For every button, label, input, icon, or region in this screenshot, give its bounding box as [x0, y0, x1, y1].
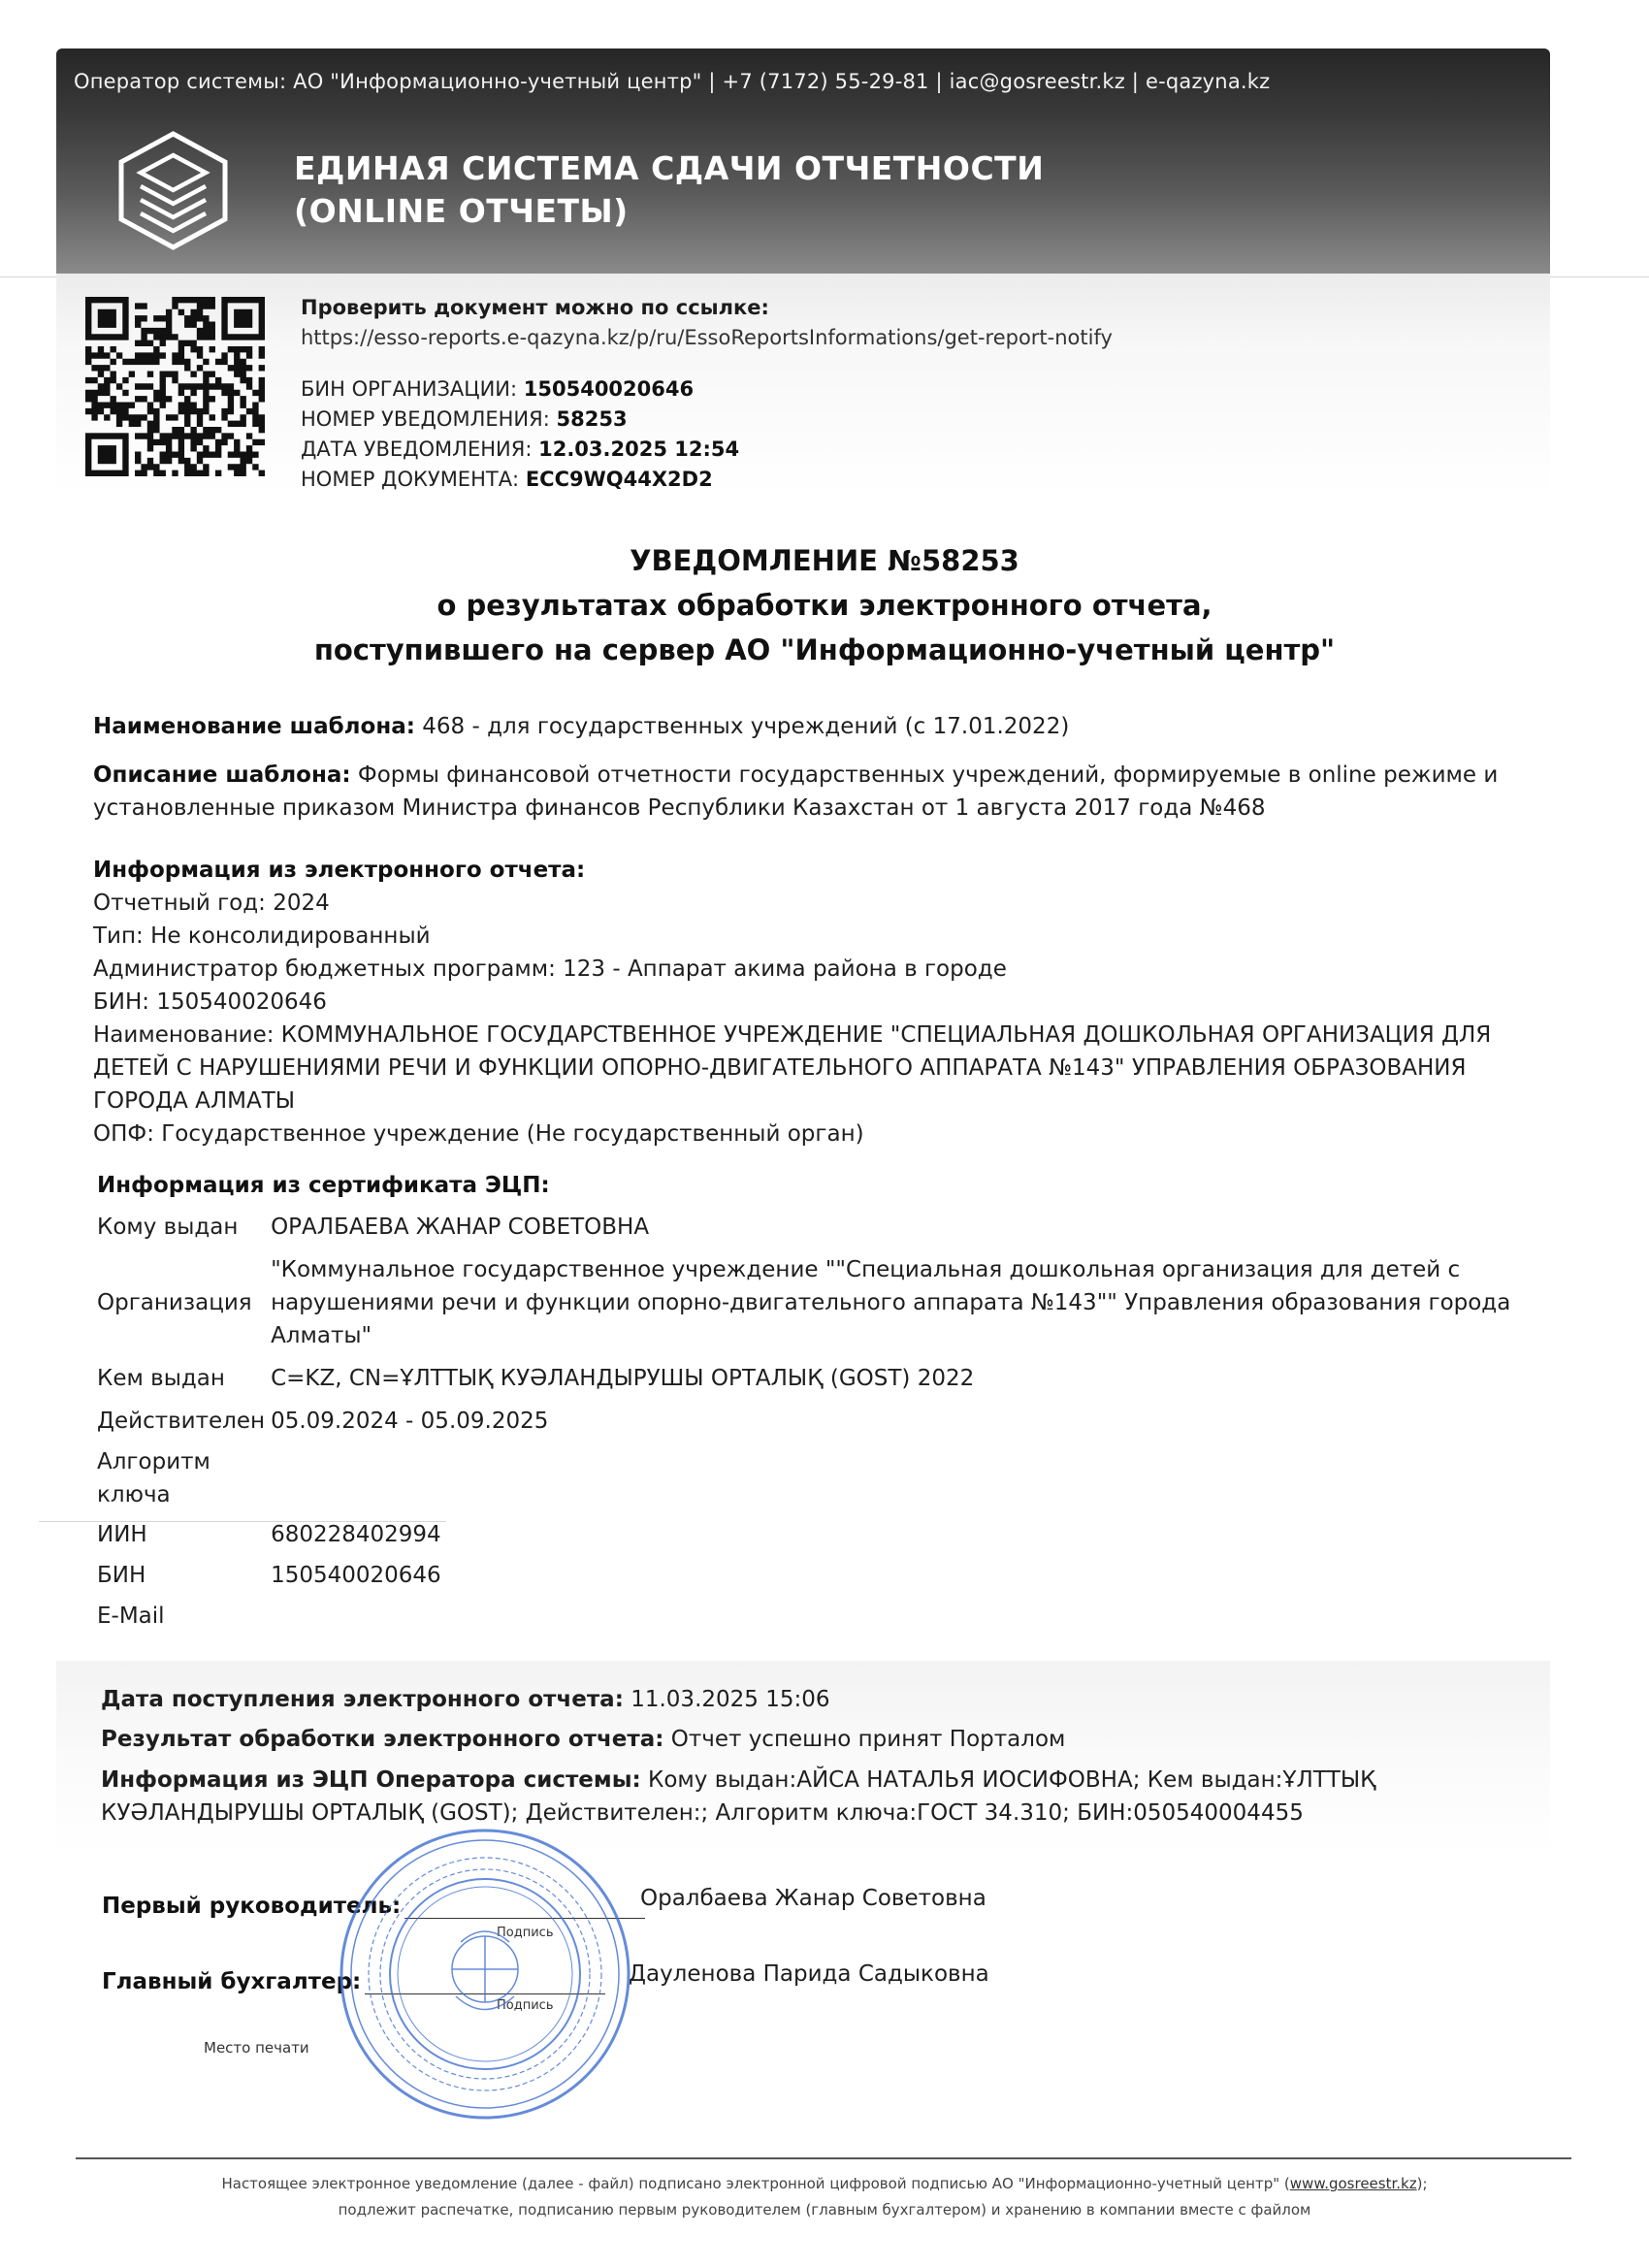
footer-link[interactable]: www.gosreestr.kz — [1289, 2175, 1417, 2192]
title-line1: УВЕДОМЛЕНИЕ №58253 — [630, 544, 1019, 577]
cert-key: Кем выдан — [97, 1366, 225, 1391]
cert-row — [97, 1400, 1551, 1442]
template-name-label: Наименование шаблона: — [93, 714, 415, 739]
report-name-line2: ДЕТЕЙ С НАРУШЕНИЯМИ РЕЧИ И ФУНКЦИИ ОПОРНО-ДВИГАТЕЛЬНОГО АППАРАТА №143" УПРАВЛЕНИЯ ОБРАЗОВАНИЯ — [93, 1055, 1467, 1081]
notification-title — [0, 538, 1649, 672]
layers-icon — [113, 130, 234, 251]
cert-value — [271, 1596, 1551, 1636]
operator-cert-line1: Кому выдан:АЙСА НАТАЛЬЯ ИОСИФОВНА; Кем выдан:ҰЛТТЫҚ — [648, 1767, 1376, 1793]
cert-row — [97, 1514, 1551, 1555]
accountant-label: Главный бухгалтер: — [102, 1969, 362, 1994]
report-info — [93, 854, 1568, 1150]
cert-value: 05.09.2024 - 05.09.2025 — [271, 1409, 549, 1434]
cert-key: Действителен — [97, 1409, 266, 1434]
cert-value: 680228402994 — [271, 1522, 441, 1547]
verify-link[interactable]: https://esso-reports.e-qazyna.kz/p/ru/EssoReportsInformations/get-report-notify — [301, 326, 1113, 349]
verification-block — [56, 274, 1550, 497]
report-bin: БИН: 150540020646 — [93, 989, 327, 1015]
notify-date-label: ДАТА УВЕДОМЛЕНИЯ: — [301, 437, 533, 461]
head-label: Первый руководитель: — [102, 1894, 402, 1919]
accountant-signature-caption: Подпись — [497, 1998, 554, 2013]
cert-algo-label-line2: ключа — [97, 1482, 171, 1507]
head-name: Оралбаева Жанар Советовна — [640, 1886, 986, 1911]
cert-row — [97, 1442, 1551, 1514]
result-row — [101, 1720, 1488, 1760]
notification-details — [301, 374, 1113, 495]
title-line2: о результатах обработки электронного отчета, — [436, 589, 1212, 622]
report-name-line1: Наименование: КОММУНАЛЬНОЕ ГОСУДАРСТВЕННОЕ УЧРЕЖДЕНИЕ "СПЕЦИАЛЬНАЯ ДОШКОЛЬНАЯ ОРГАНИЗАЦИЯ ДЛЯ — [93, 1022, 1492, 1048]
cert-value: ОРАЛБАЕВА ЖАНАР СОВЕТОВНА — [271, 1215, 650, 1240]
certificate-table — [97, 1206, 1551, 1636]
result-value: Отчет успешно принят Порталом — [670, 1727, 1066, 1752]
org-bin-value: 150540020646 — [523, 377, 695, 401]
template-name-value: 468 - для государственных учреждений (с 17.01.2022) — [422, 714, 1070, 739]
verify-label: Проверить документ можно по ссылке: — [301, 296, 769, 319]
doc-number-label: НОМЕР ДОКУМЕНТА: — [301, 468, 520, 491]
cert-key: БИН — [97, 1563, 146, 1588]
cert-row — [97, 1555, 1551, 1596]
cert-key: Кому выдан — [97, 1215, 239, 1240]
system-title — [294, 147, 1044, 233]
received-date-row — [101, 1680, 1488, 1720]
received-date-label: Дата поступления электронного отчета: — [101, 1687, 624, 1712]
report-type: Тип: Не консолидированный — [93, 923, 431, 949]
cert-org-line2: нарушениями речи и функции опорно-двигательного аппарата №143"" Управления образования города — [271, 1290, 1511, 1315]
qr-code-icon — [85, 297, 265, 476]
system-title-line1: ЕДИНАЯ СИСТЕМА СДАЧИ ОТЧЕТНОСТИ — [294, 149, 1045, 187]
system-title-line2: (ONLINE ОТЧЕТЫ) — [294, 192, 629, 230]
cert-key: ИИН — [97, 1522, 147, 1547]
cert-row — [97, 1596, 1551, 1636]
accountant-name: Дауленова Парида Садыковна — [629, 1961, 989, 1987]
cert-info-heading — [97, 1169, 1571, 1202]
processing-results — [56, 1661, 1550, 1855]
official-seal-icon — [335, 1824, 635, 2124]
operator-cert-row — [101, 1764, 1488, 1830]
cert-value — [271, 1442, 1551, 1514]
cert-key: E-Mail — [97, 1604, 165, 1629]
notify-number-row — [301, 405, 1113, 435]
cert-value — [271, 1248, 1551, 1357]
notify-date-value: 12.03.2025 12:54 — [538, 437, 740, 461]
cert-org-line3: Алматы" — [271, 1323, 372, 1348]
notify-number-value: 58253 — [556, 407, 628, 431]
report-name-line3: ГОРОДА АЛМАТЫ — [93, 1088, 296, 1114]
template-desc-label: Описание шаблона: — [93, 762, 351, 788]
cert-heading: Информация из сертификата ЭЦП: — [97, 1173, 550, 1198]
result-label: Результат обработки электронного отчета: — [101, 1727, 664, 1752]
report-admin: Администратор бюджетных программ: 123 - Аппарат акима района в городе — [93, 956, 1007, 982]
head-signature-caption: Подпись — [497, 1926, 554, 1940]
cert-row — [97, 1248, 1551, 1357]
operator-info: Оператор системы: АО "Информационно-учетный центр" | +7 (7172) 55-29-81 | iac@gosreestr.kz | e-qazyna.kz — [74, 70, 1271, 93]
report-year: Отчетный год: 2024 — [93, 891, 330, 916]
system-header — [56, 49, 1550, 274]
operator-cert-label: Информация из ЭЦП Оператора системы: — [101, 1767, 641, 1793]
footer-line1-end: ); — [1416, 2175, 1428, 2192]
cert-org-line1: "Коммунальное государственное учреждение ""Специальная дошкольная организация для детей с — [271, 1257, 1461, 1282]
notify-date-row — [301, 435, 1113, 465]
template-desc-line1: Формы финансовой отчетности государственных учреждений, формируемые в online режиме и — [357, 762, 1499, 788]
cert-algo-label-line1: Алгоритм — [97, 1449, 210, 1474]
footer-note — [0, 2171, 1649, 2223]
notify-number-label: НОМЕР УВЕДОМЛЕНИЯ: — [301, 407, 550, 431]
doc-number-value: ECC9WQ44X2D2 — [525, 468, 713, 491]
title-line3: поступившего на сервер АО "Информационно-учетный центр" — [313, 633, 1336, 666]
verification-text — [301, 293, 1113, 495]
stamp-place-label: Место печати — [204, 2039, 309, 2057]
cert-row — [97, 1357, 1551, 1400]
received-date-value: 11.03.2025 15:06 — [630, 1687, 830, 1712]
cert-key — [97, 1442, 271, 1514]
report-opf: ОПФ: Государственное учреждение (Не государственный орган) — [93, 1121, 864, 1147]
report-info-heading: Информация из электронного отчета: — [93, 858, 586, 883]
template-description — [93, 759, 1568, 825]
org-bin-row — [301, 374, 1113, 405]
results-rows — [101, 1680, 1488, 1830]
org-bin-label: БИН ОРГАНИЗАЦИИ: — [301, 377, 518, 401]
cert-value: C=KZ, CN=ҰЛТТЫҚ КУӘЛАНДЫРУШЫ ОРТАЛЫҚ (GOST) 2022 — [271, 1366, 975, 1391]
template-desc-line2: установленные приказом Министра финансов Республики Казахстан от 1 августа 2017 года №468 — [93, 795, 1266, 821]
footer-line1-start: Настоящее электронное уведомление (далее - файл) подписано электронной цифровой подписью АО "Информационно-учетный центр" ( — [221, 2175, 1290, 2192]
cert-value: 150540020646 — [271, 1563, 441, 1588]
template-name — [93, 710, 1568, 743]
doc-number-row — [301, 465, 1113, 495]
footer-line2: подлежит распечатке, подписанию первым руководителем (главным бухгалтером) и хранению в компании вместе с файлом — [338, 2201, 1311, 2219]
cert-key: Организация — [97, 1290, 252, 1315]
operator-cert-line2: КУӘЛАНДЫРУШЫ ОРТАЛЫҚ (GOST); Действителен:; Алгоритм ключа:ГОСТ 34.310; БИН:050540004455 — [101, 1800, 1304, 1826]
footer-divider — [76, 2157, 1571, 2159]
cert-row — [97, 1206, 1551, 1248]
